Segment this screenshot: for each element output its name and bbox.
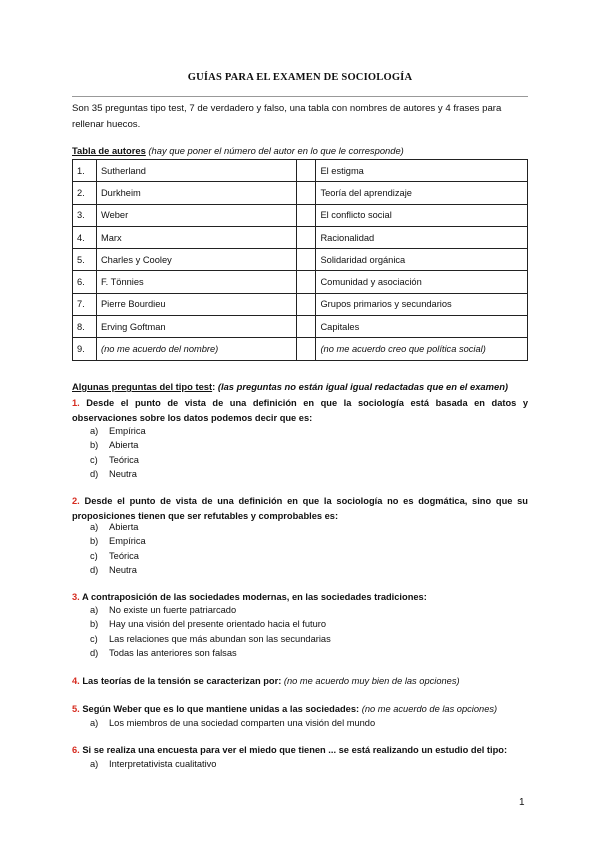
question-6 <box>72 743 528 758</box>
table-row <box>73 204 528 226</box>
question-1-options <box>90 424 520 482</box>
blank-answer-cell <box>296 226 316 248</box>
table-caption-label: Tabla de autores <box>72 145 146 156</box>
concept-cell: Comunidad y asociación <box>316 271 528 293</box>
num: 1. <box>73 160 97 182</box>
concept-cell: Capitales <box>316 316 528 338</box>
table-row <box>73 182 528 204</box>
author-name-cell: (no me acuerdo del nombre) <box>96 338 296 360</box>
option-item: d) Todas las anteriores son falsas <box>90 648 237 659</box>
question-1 <box>72 396 528 425</box>
question-number: 4. <box>72 676 80 686</box>
question-4 <box>72 674 528 689</box>
option-item: a) Abierta <box>90 522 139 532</box>
question-text: Según Weber que es lo que mantiene unidas a las sociedades: <box>82 704 360 714</box>
question-6-options <box>90 757 520 771</box>
author-name-cell: Durkheim <box>96 182 296 204</box>
num: 6. <box>73 271 97 293</box>
question-text: Desde el punto de vista de una definición en que la sociología no es dogmática, sino que su proposiciones tienen que ser refutables y comprobables es: <box>72 496 528 521</box>
blank-answer-cell <box>296 204 316 226</box>
table-row <box>73 293 528 315</box>
question-number: 3. <box>72 592 80 602</box>
question-text: Desde el punto de vista de una definición en que la sociología está basada en datos y observaciones sobre los datos podemos decir que es: <box>72 398 528 423</box>
blank-answer-cell <box>296 249 316 271</box>
author-name-cell: Marx <box>96 226 296 248</box>
option-item: c) Las relaciones que más abundan son las secundarias <box>90 633 331 644</box>
question-text: A contraposición de las sociedades modernas, en las sociedades tradiciones: <box>82 592 427 602</box>
concept-cell: Grupos primarios y secundarios <box>316 293 528 315</box>
num: 2. <box>73 182 97 204</box>
blank-answer-cell <box>296 338 316 360</box>
author-name-cell: Sutherland <box>96 160 296 182</box>
page-title: GUÍAS PARA EL EXAMEN DE SOCIOLOGÍA <box>187 72 413 83</box>
section-heading <box>72 381 528 392</box>
section-heading-note: (las preguntas no están igual igual redactadas que en el examen) <box>217 381 509 392</box>
question-number: 6. <box>72 745 80 755</box>
title-divider <box>72 96 528 97</box>
option-item: a) Empírica <box>90 426 146 436</box>
table-caption <box>72 145 528 156</box>
table-row <box>73 271 528 293</box>
author-name-cell: Pierre Bourdieu <box>96 293 296 315</box>
concept-cell: Solidaridad orgánica <box>316 249 528 271</box>
table-row <box>73 316 528 338</box>
question-note: (no me acuerdo de las opciones) <box>361 704 498 714</box>
authors-table <box>72 159 528 361</box>
num: 5. <box>73 249 97 271</box>
question-3-options <box>90 603 520 661</box>
option-item: a) Los miembros de una sociedad comparten una visión del mundo <box>90 718 376 728</box>
num: 4. <box>73 226 97 248</box>
option-item: a) No existe un fuerte patriarcado <box>90 605 237 615</box>
author-name-cell: Charles y Cooley <box>96 249 296 271</box>
section-heading-label: Algunas preguntas del tipo test <box>72 381 213 392</box>
num: 7. <box>73 293 97 315</box>
section-heading-colon: : <box>212 381 216 392</box>
concept-cell: El conflicto social <box>316 204 528 226</box>
table-row <box>73 249 528 271</box>
blank-answer-cell <box>296 293 316 315</box>
question-number: 1. <box>72 398 80 408</box>
num: 8. <box>73 316 97 338</box>
concept-cell: Teoría del aprendizaje <box>316 182 528 204</box>
question-2-options <box>90 520 520 578</box>
author-name-cell: F. Tönnies <box>96 271 296 293</box>
option-item: b) Hay una visión del presente orientado hacia el futuro <box>90 619 327 630</box>
table-row <box>73 226 528 248</box>
page-number: 1 <box>519 797 525 808</box>
author-name-cell: Erving Goftman <box>96 316 296 338</box>
option-item: a) Interpretativista cualitativo <box>90 759 217 769</box>
question-text: Las teorías de la tensión se caracterizan por: <box>82 676 282 686</box>
option-item: d) Neutra <box>90 469 137 480</box>
question-note: (no me acuerdo muy bien de las opciones) <box>283 676 460 686</box>
concept-cell: El estigma <box>316 160 528 182</box>
concept-cell: (no me acuerdo creo que política social) <box>316 338 528 360</box>
question-2 <box>72 494 528 523</box>
question-5 <box>72 702 528 717</box>
author-name-cell: Weber <box>96 204 296 226</box>
table-row <box>73 338 528 360</box>
question-number: 5. <box>72 704 80 714</box>
blank-answer-cell <box>296 182 316 204</box>
option-item: b) Abierta <box>90 440 139 451</box>
num: 3. <box>73 204 97 226</box>
option-item: c) Teórica <box>90 550 139 561</box>
table-row <box>73 160 528 182</box>
concept-cell: Racionalidad <box>316 226 528 248</box>
intro-paragraph: Son 35 preguntas tipo test, 7 de verdadero y falso, una tabla con nombres de autores y 4 frases para rellenar huecos. <box>72 103 502 130</box>
table-caption-note: (hay que poner el número del autor en lo que le corresponde) <box>148 145 404 156</box>
question-5-options <box>90 716 520 730</box>
question-number: 2. <box>72 496 80 506</box>
question-text: Si se realiza una encuesta para ver el miedo que tienen ... se está realizando un estudio del tipo: <box>82 745 508 755</box>
blank-answer-cell <box>296 271 316 293</box>
option-item: d) Neutra <box>90 565 137 576</box>
blank-answer-cell <box>296 316 316 338</box>
blank-answer-cell <box>296 160 316 182</box>
num: 9. <box>73 338 97 360</box>
option-item: b) Empírica <box>90 536 146 547</box>
option-item: c) Teórica <box>90 454 139 465</box>
